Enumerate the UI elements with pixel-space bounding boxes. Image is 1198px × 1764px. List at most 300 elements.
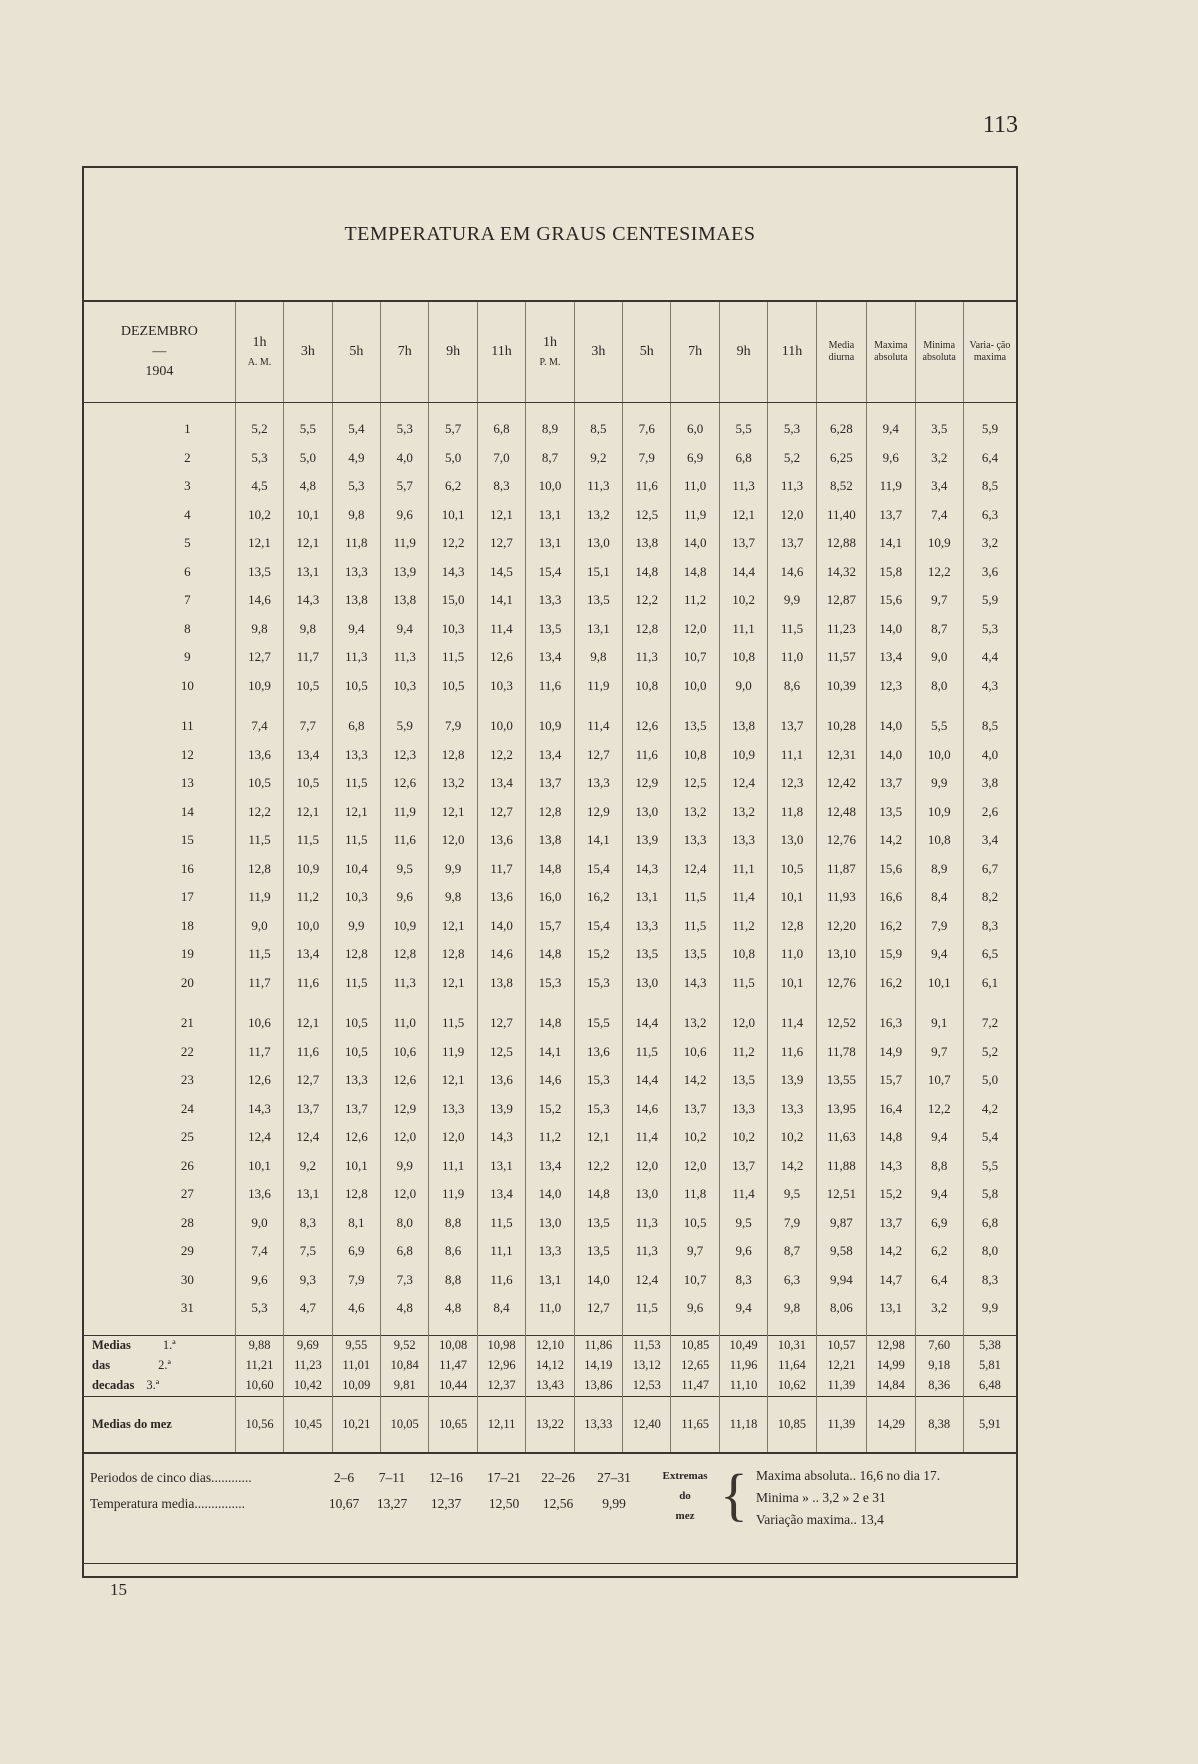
table-cell: 13,5	[574, 1237, 622, 1266]
day-number: 17	[180, 889, 194, 905]
extreme-var-line: Variação maxima.. 13,4	[756, 1512, 884, 1527]
table-row	[84, 883, 1016, 912]
decade-average-cell: 11,10	[719, 1376, 767, 1397]
table-cell: 14,6	[768, 558, 816, 587]
table-cell: 11,3	[623, 1237, 671, 1266]
media-diurna-header: Media diurna	[816, 302, 866, 403]
table-cell: 12,1	[284, 1009, 332, 1038]
table-cell: 12,7	[477, 529, 525, 558]
table-cell: 4,8	[429, 1294, 477, 1323]
decade-average-cell: 13,12	[623, 1356, 671, 1376]
month-average-cell: 10,21	[332, 1396, 380, 1453]
table-cell: 11,3	[623, 643, 671, 672]
day-number: 25	[180, 1129, 194, 1145]
table-cell: 11,0	[768, 643, 816, 672]
table-cell: 9,9	[915, 769, 963, 798]
day-number: 15	[180, 832, 194, 848]
table-cell: 8,6	[429, 1237, 477, 1266]
table-cell: 8,06	[816, 1294, 866, 1323]
table-cell: 12,9	[574, 798, 622, 827]
table-cell: 8,0	[915, 672, 963, 701]
table-cell: 12,1	[574, 1123, 622, 1152]
table-row	[84, 826, 1016, 855]
month-average-cell: 11,18	[719, 1396, 767, 1453]
table-cell: 10,3	[381, 672, 429, 701]
day-number: 5	[184, 535, 191, 551]
table-cell: 11,2	[526, 1123, 574, 1152]
table-row	[84, 444, 1016, 473]
table-cell: 13,5	[867, 798, 915, 827]
decade-average-row	[84, 1335, 1016, 1356]
table-cell: 12,0	[671, 615, 719, 644]
table-cell: 10,3	[429, 615, 477, 644]
table-cell: 3,6	[963, 558, 1016, 587]
table-cell: 12,2	[574, 1152, 622, 1181]
table-cell: 13,1	[526, 529, 574, 558]
table-cell: 14,0	[526, 1180, 574, 1209]
table-cell: 5,5	[963, 1152, 1016, 1181]
month-average-cell: 14,29	[867, 1396, 915, 1453]
table-cell: 14,2	[867, 1237, 915, 1266]
table-cell: 5,3	[235, 1294, 283, 1323]
period-value: 2–6	[333, 1470, 355, 1485]
table-cell: 3,2	[963, 529, 1016, 558]
table-cell: 10,39	[816, 672, 866, 701]
table-cell: 9,4	[915, 1180, 963, 1209]
table-row	[84, 672, 1016, 701]
decade-average-cell: 5,81	[963, 1356, 1016, 1376]
table-cell: 14,2	[671, 1066, 719, 1095]
table-cell: 6,28	[816, 415, 866, 444]
table-cell: 12,1	[284, 529, 332, 558]
table-cell: 14,6	[526, 1066, 574, 1095]
table-cell: 12,52	[816, 1009, 866, 1038]
month-average-cell: 8,38	[915, 1396, 963, 1453]
table-row	[84, 1294, 1016, 1323]
table-cell: 15,6	[867, 586, 915, 615]
day-number: 16	[180, 860, 194, 876]
table-cell: 14,8	[526, 855, 574, 884]
table-cell: 6,2	[429, 472, 477, 501]
table-cell: 11,40	[816, 501, 866, 530]
table-cell: 12,0	[429, 826, 477, 855]
day-number: 3	[184, 478, 191, 494]
temp-media-label: Temperatura media...............	[90, 1496, 245, 1511]
table-cell: 8,5	[963, 712, 1016, 741]
decade-average-cell: 13,86	[574, 1376, 622, 1397]
table-cell: 11,5	[671, 912, 719, 941]
table-cell: 9,58	[816, 1237, 866, 1266]
table-cell: 12,3	[381, 741, 429, 770]
table-cell: 13,6	[235, 1180, 283, 1209]
month-average-cell: 11,65	[671, 1396, 719, 1453]
table-cell: 11,8	[768, 798, 816, 827]
month-average-cell: 13,22	[526, 1396, 574, 1453]
table-cell: 9,6	[719, 1237, 767, 1266]
table-cell: 9,2	[574, 444, 622, 473]
table-cell: 5,3	[768, 415, 816, 444]
table-cell: 6,8	[719, 444, 767, 473]
table-cell: 8,4	[477, 1294, 525, 1323]
table-cell: 10,2	[671, 1123, 719, 1152]
decade-average-cell: 10,09	[332, 1376, 380, 1397]
day-number: 23	[180, 1072, 194, 1088]
table-cell: 13,0	[768, 826, 816, 855]
table-cell: 7,9	[915, 912, 963, 941]
decade-average-cell: 13,43	[526, 1376, 574, 1397]
table-cell: 11,7	[284, 643, 332, 672]
table-cell: 9,9	[963, 1294, 1016, 1323]
table-cell: 14,8	[671, 558, 719, 587]
table-cell: 9,6	[381, 501, 429, 530]
table-cell: 11,88	[816, 1152, 866, 1181]
table-cell: 13,5	[623, 940, 671, 969]
table-cell: 12,6	[623, 712, 671, 741]
table-cell: 13,9	[768, 1066, 816, 1095]
period-temp: 9,99	[602, 1496, 626, 1511]
period-value: 27–31	[597, 1470, 631, 1485]
table-cell: 14,6	[623, 1095, 671, 1124]
spacer-row	[84, 1323, 1016, 1336]
decade-average-cell: 10,57	[816, 1335, 866, 1356]
table-cell: 13,7	[768, 712, 816, 741]
table-cell: 9,1	[915, 1009, 963, 1038]
table-cell: 11,4	[623, 1123, 671, 1152]
table-cell: 12,5	[477, 1038, 525, 1067]
table-cell: 9,9	[332, 912, 380, 941]
table-cell: 11,6	[526, 672, 574, 701]
table-cell: 12,8	[332, 940, 380, 969]
table-cell: 13,3	[671, 826, 719, 855]
am-label: A. M.	[247, 357, 272, 368]
table-cell: 13,1	[477, 1152, 525, 1181]
table-cell: 13,4	[526, 1152, 574, 1181]
table-cell: 9,5	[719, 1209, 767, 1238]
table-cell: 14,3	[671, 969, 719, 998]
day-number: 18	[180, 917, 194, 933]
decade-average-cell: 5,38	[963, 1335, 1016, 1356]
decade-average-cell: 11,01	[332, 1356, 380, 1376]
decade-average-cell: 14,84	[867, 1376, 915, 1397]
maxima-absoluta-header: Maxima absoluta	[867, 302, 915, 403]
decade-average-cell: 9,52	[381, 1335, 429, 1356]
table-cell: 10,1	[915, 969, 963, 998]
table-cell: 12,4	[235, 1123, 283, 1152]
table-cell: 12,7	[574, 1294, 622, 1323]
period-temp: 12,56	[542, 1496, 574, 1511]
table-cell: 14,6	[235, 586, 283, 615]
hour-header: 5h	[623, 302, 671, 403]
month-name: DEZEMBRO	[120, 324, 198, 339]
decade-average-cell: 10,49	[719, 1335, 767, 1356]
table-cell: 11,6	[623, 472, 671, 501]
table-cell: 4,8	[284, 472, 332, 501]
table-cell: 11,8	[332, 529, 380, 558]
table-cell: 2,6	[963, 798, 1016, 827]
table-cell: 12,4	[719, 769, 767, 798]
table-cell: 11,9	[235, 883, 283, 912]
table-cell: 4,6	[332, 1294, 380, 1323]
table-cell: 8,1	[332, 1209, 380, 1238]
decade-average-cell: 9,81	[381, 1376, 429, 1397]
table-cell: 7,9	[623, 444, 671, 473]
table-cell: 6,8	[332, 712, 380, 741]
table-cell: 6,9	[915, 1209, 963, 1238]
table-cell: 11,1	[768, 741, 816, 770]
table-cell: 5,2	[235, 415, 283, 444]
table-cell: 13,6	[477, 826, 525, 855]
table-row	[84, 912, 1016, 941]
table-cell: 7,3	[381, 1266, 429, 1295]
table-cell: 5,0	[429, 444, 477, 473]
table-cell: 14,3	[477, 1123, 525, 1152]
table-cell: 10,9	[915, 529, 963, 558]
table-cell: 15,7	[526, 912, 574, 941]
table-cell: 12,1	[429, 912, 477, 941]
table-cell: 10,1	[332, 1152, 380, 1181]
table-cell: 10,5	[284, 769, 332, 798]
table-cell: 13,9	[623, 826, 671, 855]
table-cell: 11,9	[671, 501, 719, 530]
table-row	[84, 1237, 1016, 1266]
table-cell: 12,2	[429, 529, 477, 558]
month-average-cell: 10,85	[768, 1396, 816, 1453]
hour-header: 7h	[381, 302, 429, 403]
table-cell: 8,7	[768, 1237, 816, 1266]
table-cell: 8,8	[429, 1266, 477, 1295]
month-average-cell: 10,56	[235, 1396, 283, 1453]
table-cell: 11,3	[574, 472, 622, 501]
table-cell: 12,31	[816, 741, 866, 770]
period-value: 7–11	[378, 1470, 406, 1485]
table-cell: 11,5	[623, 1038, 671, 1067]
table-cell: 3,2	[915, 444, 963, 473]
table-cell: 13,7	[867, 501, 915, 530]
table-cell: 9,8	[429, 883, 477, 912]
table-cell: 10,1	[768, 969, 816, 998]
table-cell: 11,5	[768, 615, 816, 644]
table-row	[84, 472, 1016, 501]
table-title: TEMPERATURA EM GRAUS CENTESIMAES	[84, 168, 1016, 302]
decade-average-cell: 14,19	[574, 1356, 622, 1376]
month-average-cell: 5,91	[963, 1396, 1016, 1453]
table-cell: 10,5	[671, 1209, 719, 1238]
table-cell: 9,6	[867, 444, 915, 473]
table-cell: 13,6	[235, 741, 283, 770]
table-cell: 10,0	[671, 672, 719, 701]
table-cell: 7,4	[915, 501, 963, 530]
table-cell: 9,87	[816, 1209, 866, 1238]
table-cell: 10,0	[915, 741, 963, 770]
table-cell: 16,0	[526, 883, 574, 912]
table-cell: 9,4	[381, 615, 429, 644]
decade-average-cell: 9,55	[332, 1335, 380, 1356]
table-cell: 8,9	[915, 855, 963, 884]
table-cell: 5,0	[963, 1066, 1016, 1095]
table-cell: 11,9	[429, 1180, 477, 1209]
month-average-cell: 12,40	[623, 1396, 671, 1453]
table-cell: 4,9	[332, 444, 380, 473]
table-cell: 13,3	[526, 586, 574, 615]
table-cell: 15,3	[574, 969, 622, 998]
decade-average-cell: 12,96	[477, 1356, 525, 1376]
table-cell: 3,5	[915, 415, 963, 444]
table-cell: 10,9	[284, 855, 332, 884]
decade-average-cell: 10,42	[284, 1376, 332, 1397]
hour-header: 3h	[574, 302, 622, 403]
table-cell: 6,8	[963, 1209, 1016, 1238]
table-row	[84, 501, 1016, 530]
decade-average-cell: 11,47	[429, 1356, 477, 1376]
table-cell: 10,0	[526, 472, 574, 501]
table-row	[84, 586, 1016, 615]
table-cell: 5,0	[284, 444, 332, 473]
day-number: 19	[180, 946, 194, 962]
table-cell: 9,4	[867, 415, 915, 444]
table-cell: 12,8	[235, 855, 283, 884]
table-cell: 13,7	[332, 1095, 380, 1124]
table-cell: 14,0	[574, 1266, 622, 1295]
table-cell: 10,7	[915, 1066, 963, 1095]
period-summary	[84, 1452, 1016, 1578]
table-row	[84, 1152, 1016, 1181]
table-cell: 9,2	[284, 1152, 332, 1181]
hour-header: 9h	[429, 302, 477, 403]
table-cell: 8,0	[381, 1209, 429, 1238]
table-cell: 13,3	[574, 769, 622, 798]
table-cell: 5,2	[768, 444, 816, 473]
table-cell: 12,7	[284, 1066, 332, 1095]
table-cell: 6,1	[963, 969, 1016, 998]
pm-label: P. M.	[539, 357, 561, 368]
day-number: 7	[184, 592, 191, 608]
table-cell: 11,5	[332, 826, 380, 855]
table-cell: 10,6	[381, 1038, 429, 1067]
table-cell: 13,5	[671, 712, 719, 741]
decade-average-cell: 8,36	[915, 1376, 963, 1397]
table-cell: 9,4	[915, 940, 963, 969]
hour-header: 1h A. M.	[235, 302, 283, 403]
table-cell: 13,0	[574, 529, 622, 558]
decade-average-cell: 10,44	[429, 1376, 477, 1397]
table-cell: 4,3	[963, 672, 1016, 701]
table-cell: 13,3	[768, 1095, 816, 1124]
decade-average-cell: 12,10	[526, 1335, 574, 1356]
table-cell: 11,6	[768, 1038, 816, 1067]
table-cell: 14,0	[867, 615, 915, 644]
day-number: 28	[180, 1214, 194, 1230]
table-cell: 15,7	[867, 1066, 915, 1095]
footer-signature: 15	[110, 1580, 127, 1599]
table-row	[84, 855, 1016, 884]
decade-average-cell: 10,31	[768, 1335, 816, 1356]
table-cell: 6,0	[671, 415, 719, 444]
table-cell: 12,7	[477, 798, 525, 827]
table-cell: 8,3	[963, 1266, 1016, 1295]
table-cell: 11,6	[477, 1266, 525, 1295]
table-cell: 11,9	[381, 798, 429, 827]
table-cell: 15,4	[526, 558, 574, 587]
table-cell: 12,8	[429, 940, 477, 969]
table-cell: 11,4	[574, 712, 622, 741]
table-cell: 11,0	[381, 1009, 429, 1038]
table-cell: 10,5	[284, 672, 332, 701]
table-cell: 13,1	[574, 615, 622, 644]
table-cell: 11,3	[768, 472, 816, 501]
table-cell: 8,8	[429, 1209, 477, 1238]
table-cell: 14,8	[574, 1180, 622, 1209]
table-cell: 12,1	[332, 798, 380, 827]
table-row	[84, 940, 1016, 969]
table-cell: 6,8	[477, 415, 525, 444]
table-row	[84, 1209, 1016, 1238]
table-cell: 11,3	[381, 969, 429, 998]
table-cell: 10,3	[477, 672, 525, 701]
table-cell: 11,9	[574, 672, 622, 701]
decade-average-row	[84, 1356, 1016, 1376]
table-cell: 9,4	[719, 1294, 767, 1323]
decade-average-cell: 11,96	[719, 1356, 767, 1376]
table-cell: 11,4	[719, 1180, 767, 1209]
table-cell: 14,0	[867, 712, 915, 741]
table-cell: 9,5	[381, 855, 429, 884]
day-number: 22	[180, 1043, 194, 1059]
table-cell: 13,3	[719, 1095, 767, 1124]
table-cell: 11,78	[816, 1038, 866, 1067]
decade-average-cell: 12,53	[623, 1376, 671, 1397]
table-cell: 10,9	[915, 798, 963, 827]
table-cell: 11,3	[381, 643, 429, 672]
table-cell: 12,8	[381, 940, 429, 969]
table-cell: 15,6	[867, 855, 915, 884]
table-cell: 13,7	[768, 529, 816, 558]
month-average-cell: 10,45	[284, 1396, 332, 1453]
table-cell: 8,3	[477, 472, 525, 501]
decade-average-cell: 10,84	[381, 1356, 429, 1376]
hour-header: 11h	[477, 302, 525, 403]
table-cell: 13,5	[574, 586, 622, 615]
table-cell: 10,4	[332, 855, 380, 884]
table-cell: 4,8	[381, 1294, 429, 1323]
table-cell: 5,9	[963, 586, 1016, 615]
table-cell: 5,9	[963, 415, 1016, 444]
table-cell: 9,3	[284, 1266, 332, 1295]
table-cell: 10,0	[477, 712, 525, 741]
table-cell: 15,3	[526, 969, 574, 998]
table-cell: 11,5	[235, 940, 283, 969]
table-cell: 11,5	[332, 969, 380, 998]
table-cell: 4,4	[963, 643, 1016, 672]
table-cell: 13,1	[526, 501, 574, 530]
table-cell: 4,5	[235, 472, 283, 501]
table-cell: 9,6	[235, 1266, 283, 1295]
table-cell: 12,88	[816, 529, 866, 558]
table-cell: 10,2	[719, 1123, 767, 1152]
table-cell: 13,3	[719, 826, 767, 855]
period-value: 22–26	[541, 1470, 575, 1485]
table-cell: 6,7	[963, 855, 1016, 884]
table-cell: 13,3	[623, 912, 671, 941]
table-cell: 14,3	[235, 1095, 283, 1124]
table-cell: 7,7	[284, 712, 332, 741]
table-cell: 11,1	[719, 855, 767, 884]
table-cell: 13,8	[332, 586, 380, 615]
table-cell: 14,8	[867, 1123, 915, 1152]
table-cell: 14,8	[526, 1009, 574, 1038]
spacer-row	[84, 997, 1016, 1009]
period-value: 17–21	[487, 1470, 521, 1485]
temperature-table-frame	[82, 166, 1018, 1578]
